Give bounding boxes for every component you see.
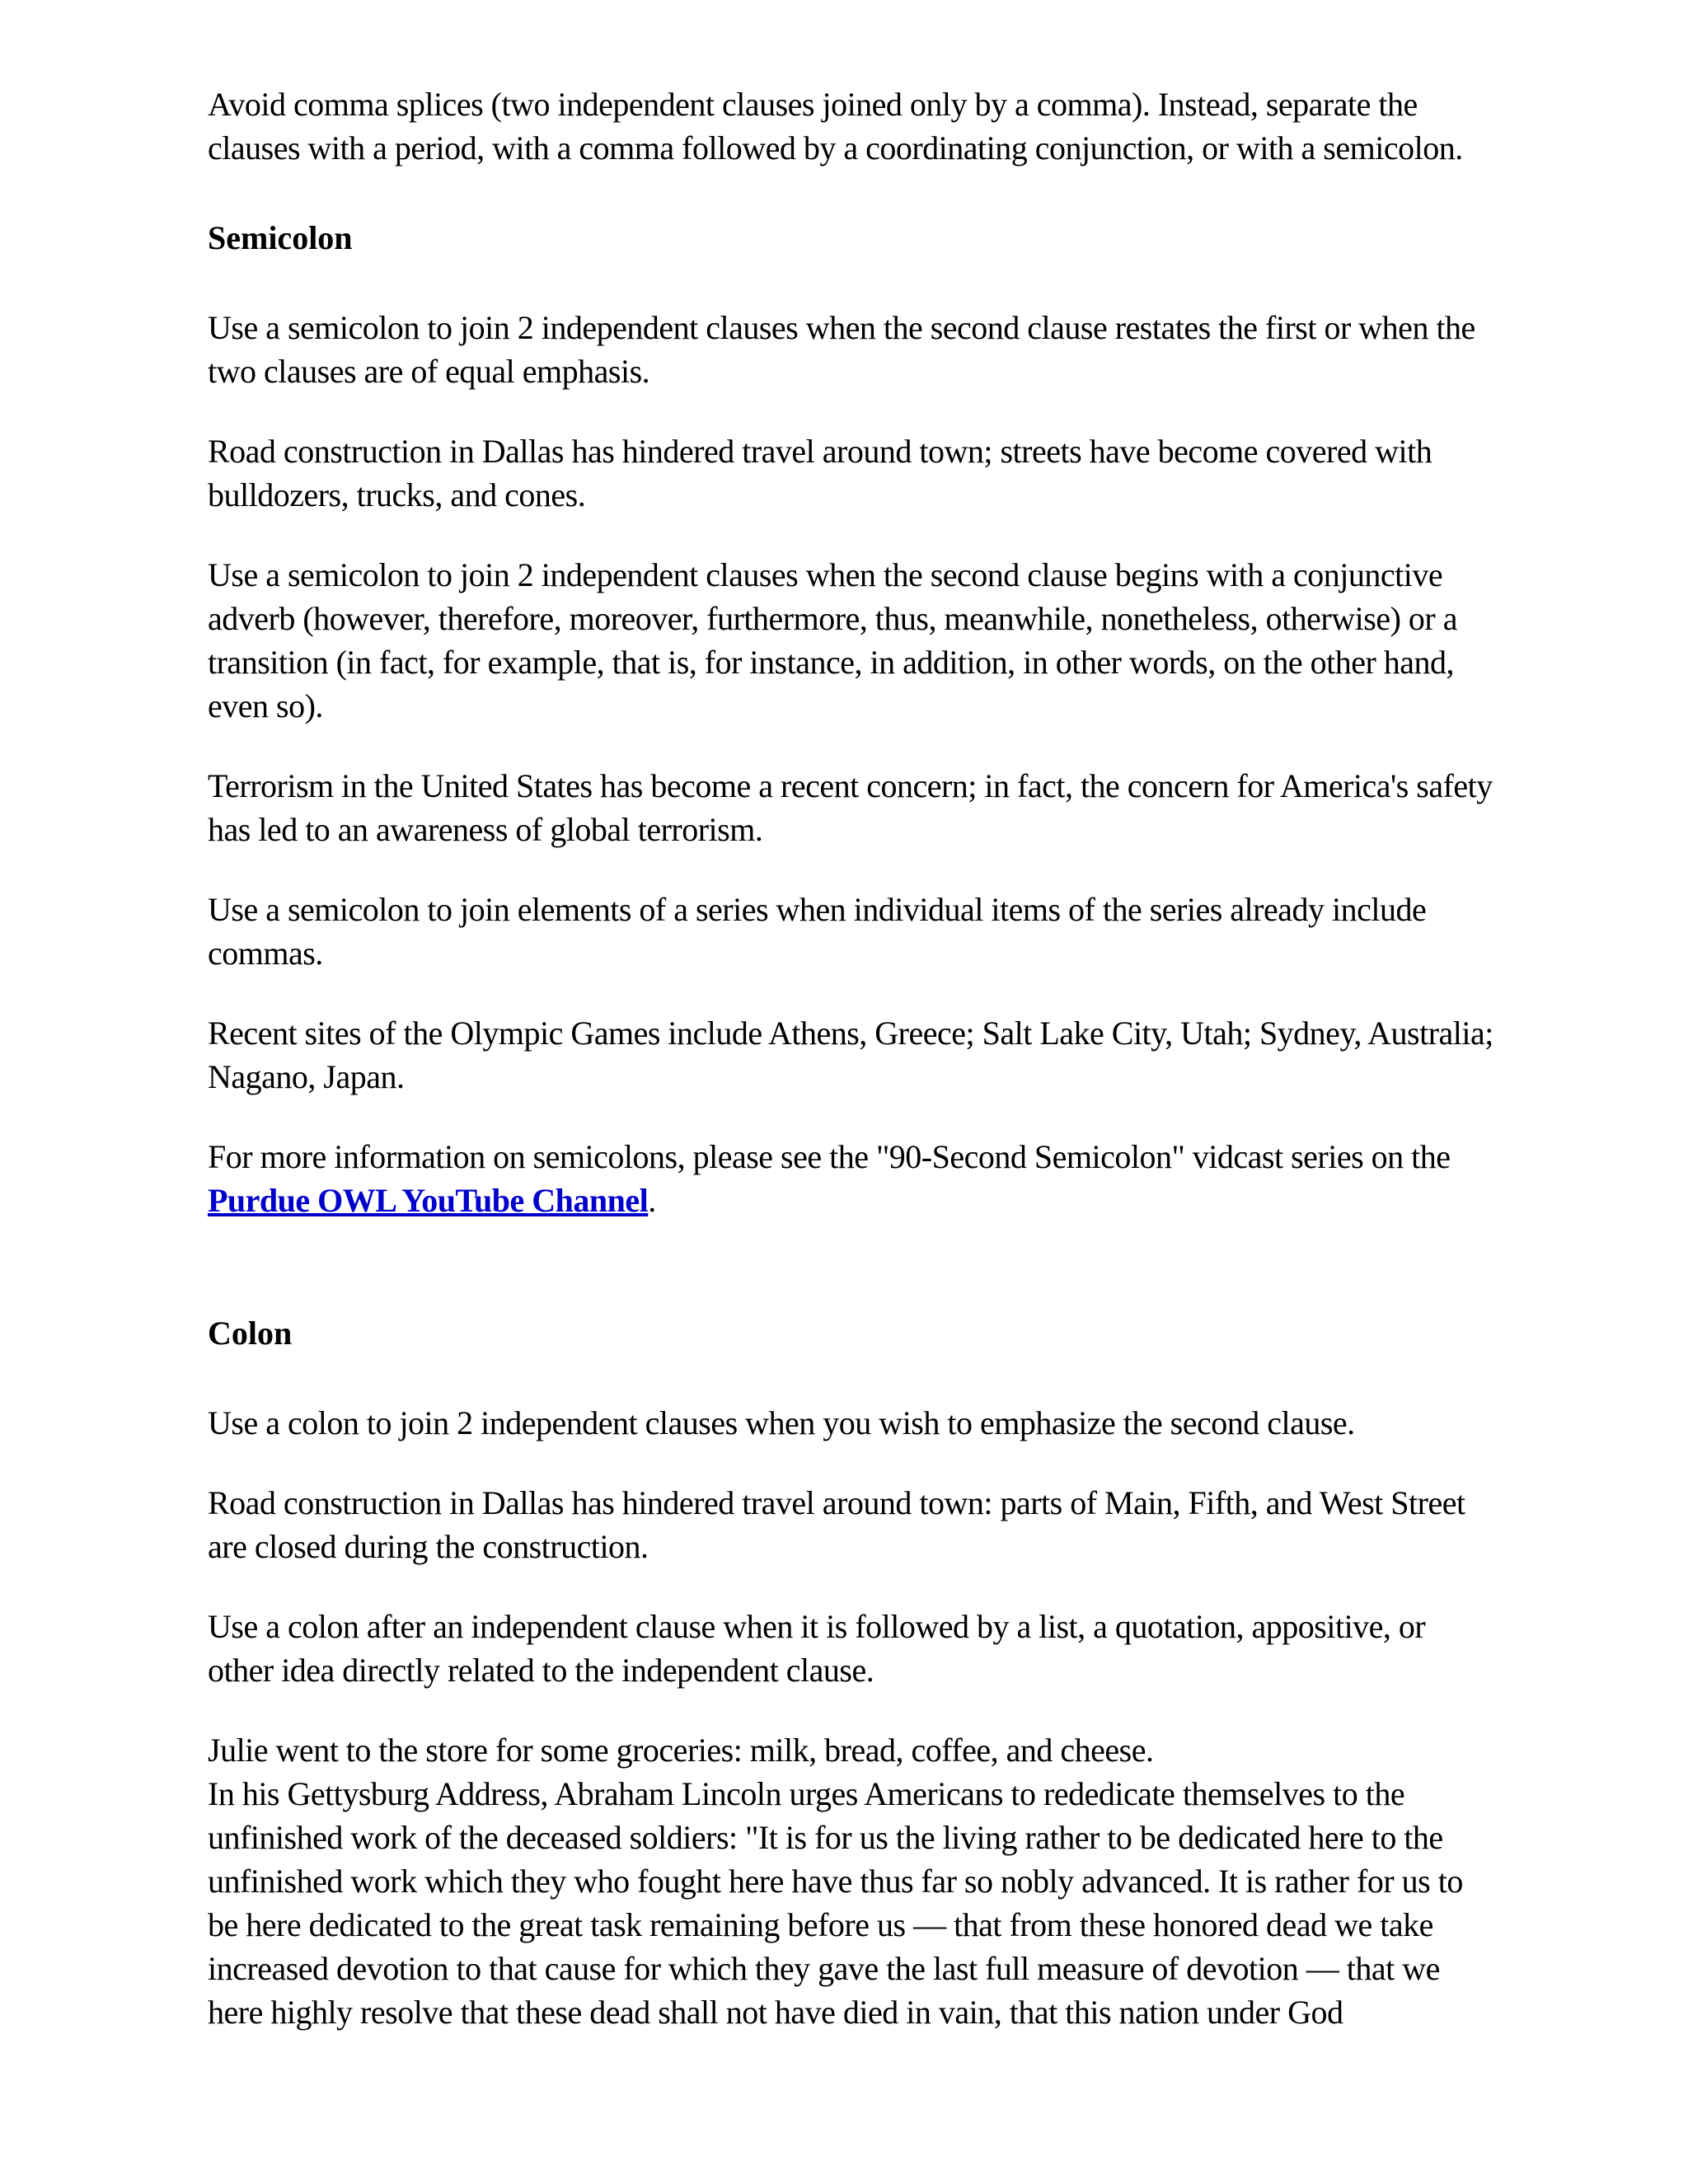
colon-rule-1: Use a colon to join 2 independent clauses when you wish to emphasize the second clause. [208,1404,1355,1441]
semicolon-heading: Semicolon [208,219,353,256]
document-page [208,82,1493,2034]
colon-example-1: Road construction in Dallas has hindered travel around town: parts of Main, Fifth, and West Street are closed during the construction. [208,1484,1465,1565]
colon-example-2a: Julie went to the store for some groceries: milk, bread, coffee, and cheese. [208,1732,1154,1769]
colon-example-2b: In his Gettysburg Address, Abraham Lincoln urges Americans to rededicate themselves to the unfinished work of the deceased soldiers: "It is for us the living rather to be dedicated here to the unfinished work which they who fought here have thus far so nobly advanced. It is rather for us to be here dedicated to the great task remaining before us — that from these honored dead we take increased devotion to that cause for which they gave the last full measure of devotion — that we here highly resolve that these dead shall not have died in vain, that this nation under God [208,1775,1463,2031]
semicolon-rule-1: Use a semicolon to join 2 independent clauses when the second clause restates the first or when the two clauses are of equal emphasis. [208,309,1475,390]
comma-splice-paragraph: Avoid comma splices (two independent clauses joined only by a comma). Instead, separate the clauses with a period, with a comma followed by a coordinating conjunction, or with a semicolon. [208,86,1463,166]
colon-heading: Colon [208,1315,293,1352]
semicolon-example-1: Road construction in Dallas has hindered travel around town; streets have become covered with bulldozers, trucks, and cones. [208,433,1432,513]
purdue-owl-youtube-link[interactable]: Purdue OWL YouTube Channel [208,1182,649,1219]
semicolon-rule-2: Use a semicolon to join 2 independent clauses when the second clause begins with a conjunctive adverb (however, therefore, moreover, furthermore, thus, meanwhile, nonetheless, otherwise) or a transition (in fact, for example, that is, for instance, in addition, in other words, on the other hand, even so). [208,556,1457,724]
more-info-suffix: . [648,1182,656,1219]
more-info-prefix: For more information on semicolons, please see the "90-Second Semicolon" vidcast series on the [208,1138,1451,1175]
colon-rule-2: Use a colon after an independent clause when it is followed by a list, a quotation, appositive, or other idea directly related to the independent clause. [208,1608,1426,1689]
semicolon-rule-3: Use a semicolon to join elements of a series when individual items of the series already include commas. [208,891,1427,972]
semicolon-example-3: Recent sites of the Olympic Games include Athens, Greece; Salt Lake City, Utah; Sydney, Australia; Nagano, Japan. [208,1015,1493,1095]
semicolon-example-2: Terrorism in the United States has become a recent concern; in fact, the concern for America's safety has led to an awareness of global terrorism. [208,767,1493,848]
semicolon-more-info [208,1135,1493,1222]
